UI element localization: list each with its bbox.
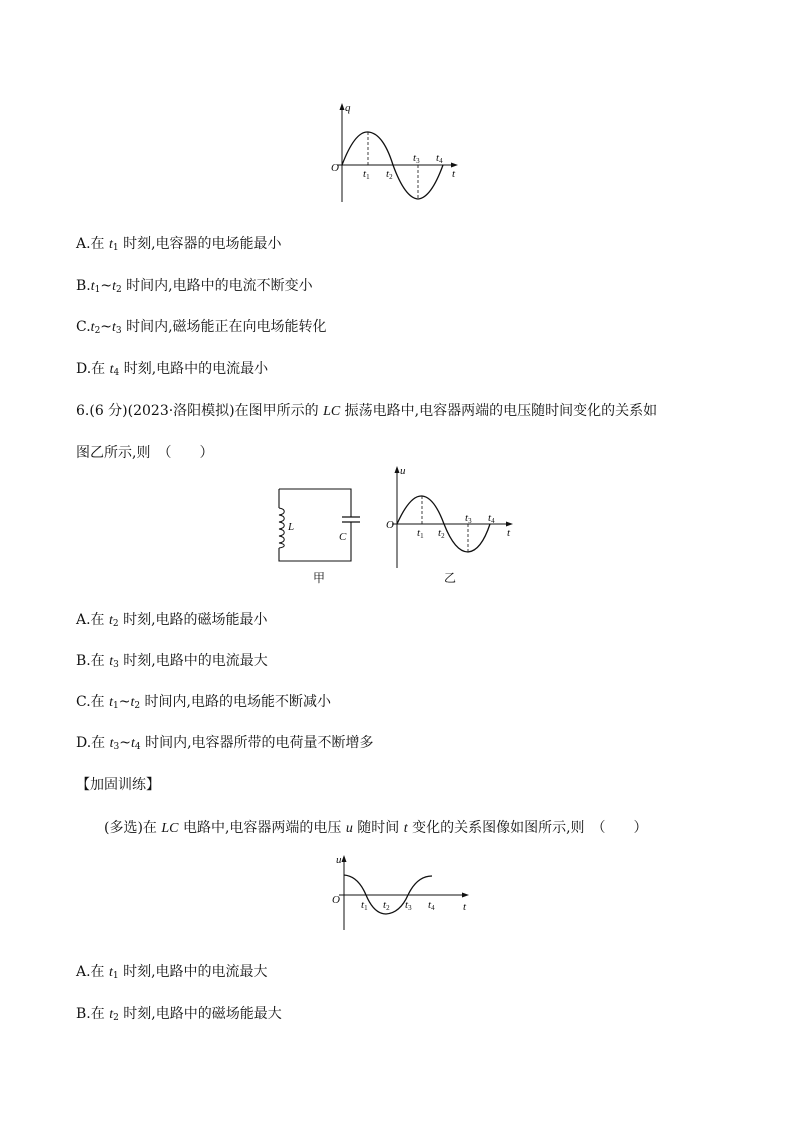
extra-graph-y-label: u [336,854,342,866]
q6-graph-x-label: t [507,527,511,539]
extra-tick-t2: t2 [383,899,390,912]
q6-tick-t1: t1 [417,527,424,540]
q6-tick-t2: t2 [438,527,445,540]
q5-tick-t4: t4 [436,152,443,165]
extra-stem: (多选)在 LC 电路中,电容器两端的电压 u 随时间 t 变化的关系图像如图所示,则 （ ） [104,820,648,836]
q6-graph-origin: O [386,519,394,531]
q6-option-d[interactable]: D.在 $t_3\sim t_4$ 时间内,电容器所带的电荷量不断增多 [76,735,374,752]
extra-graph-origin: O [332,894,340,906]
q5-option-d[interactable]: D.在 $t_4$ 时刻,电路中的电流最小 [76,361,269,378]
q6-option-a[interactable]: A.在 $t_2$ 时刻,电路的磁场能最小 [76,612,268,629]
q5-q-t-graph [325,98,465,208]
q6-graph-y-label: u [400,465,406,477]
q6-tick-t3: t3 [465,512,472,525]
extra-option-a[interactable]: A.在 $t_1$ 时刻,电路中的电流最大 [76,964,268,981]
extra-graph-x-label: t [463,901,467,913]
q5-option-a[interactable]: A.在 $t_1$ 时刻,电容器的电场能最小 [76,236,282,253]
q6-tick-t4: t4 [488,512,495,525]
q5-tick-t2: t2 [386,168,393,181]
extra-u-t-graph [328,850,476,934]
q6-stem-line1: 6.(6 分)(2023·洛阳模拟)在图甲所示的 LC 振荡电路中,电容器两端的电压随时间变化的关系如 [76,403,658,419]
capacitor-label: C [339,531,347,543]
extra-option-b[interactable]: B.在 $t_2$ 时刻,电路中的磁场能最大 [76,1006,282,1023]
figure-jia-caption: 甲 [313,571,326,585]
figure-yi-caption: 乙 [444,571,457,585]
q5-option-c[interactable]: $C.t_2\sim t_3$ 时间内,磁场能正在向电场能转化 [76,319,327,336]
inductor-label: L [288,521,295,533]
q5-graph-x-label: t [452,168,456,180]
extra-tick-t4: t4 [428,899,435,912]
q5-tick-t1: t1 [363,168,370,181]
q5-graph-origin: O [331,162,339,174]
section-header: 【加固训练】 [76,777,160,793]
q6-stem-line2: 图乙所示,则 （ ） [76,445,214,461]
extra-tick-t1: t1 [361,899,368,912]
q6-u-t-graph [380,462,520,586]
q5-tick-t3: t3 [413,152,420,165]
q5-graph-y-label: q [345,102,351,114]
q5-option-b[interactable]: $B.t_1\sim t_2$ 时间内,电路中的电流不断变小 [76,278,313,295]
q6-option-c[interactable]: C.在 $t_1\sim t_2$ 时间内,电路的电场能不断减小 [76,694,332,711]
q6-option-b[interactable]: B.在 $t_3$ 时刻,电路中的电流最大 [76,653,268,670]
q6-lc-circuit [270,480,370,590]
extra-tick-t3: t3 [405,899,412,912]
